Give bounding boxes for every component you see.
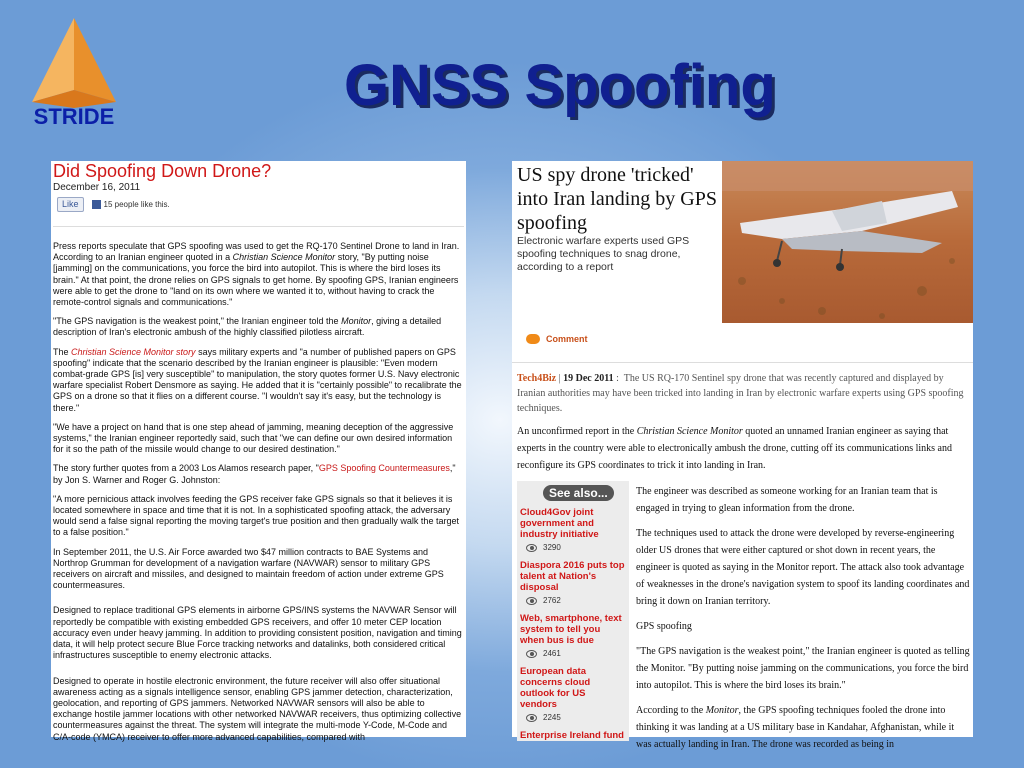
comment-label[interactable]: Comment — [546, 334, 588, 344]
like-button[interactable]: Like — [57, 197, 84, 212]
paragraph: The Christian Science Monitor story says military experts and "a number of published papers on GPS spoofing" indicate that the scenario described by the Iranian engineer is plausible: "Even modern combat-grade GPS [is] very susceptible" to manipulation, the story quotes former U.S. Navy electronic warfare specialist Robert Densmore as saying. He added that it is "certainly possible" to recalibrate the GPS on a drone so that it flies on a different course. "I wouldn't say it's easy, but the technology is there." — [53, 346, 462, 413]
view-count: 3290 — [520, 543, 625, 552]
view-count: 2461 — [520, 649, 625, 658]
monitor-story-link[interactable]: Christian Science Monitor story — [71, 346, 196, 357]
see-also-title: See also... — [543, 485, 614, 501]
source-link[interactable]: Tech4Biz — [517, 373, 557, 384]
section-heading: GPS spoofing — [636, 621, 692, 632]
like-count: 15 people like this. — [103, 199, 170, 209]
see-also-item[interactable] — [517, 560, 629, 605]
paragraph: In September 2011, the U.S. Air Force awarded two $47 million contracts to BAE Systems and Northrop Grumman for development of a navigation warfare (NAVWAR) sensor to military GPS receivers on aircraft and missiles, and designed to maintain freedom of action under extreme GPS countermeasures. — [53, 546, 444, 591]
right-article — [512, 161, 973, 750]
article-headline[interactable]: US spy drone 'tricked' into Iran landing by GPS spoofing — [517, 164, 717, 234]
see-also-item[interactable] — [517, 507, 629, 552]
divider — [512, 362, 973, 363]
see-also-link[interactable]: Diaspora 2016 puts top talent at Nation's disposal — [520, 560, 625, 593]
article-lead: Tech4Biz | 19 Dec 2011 : The US RQ-170 Sentinel spy drone that was recently captured and displayed by Iranian authorities may have been tricked into landing in Iran by electronic warfare experts using GPS spoofing techniques. — [517, 373, 964, 414]
like-bar — [53, 196, 464, 212]
divider — [53, 226, 464, 227]
facebook-icon — [92, 200, 101, 209]
paragraph: Designed to replace traditional GPS elements in airborne GPS/INS systems the NAVWAR Sensor will reportedly be compatible with existing embedded GPS receivers, and offer 10 meter CEP location accuracy even under heavy jamming. In addition to providing consistent position, navigation and timing data, it will help protect secure Blue Force tracking networks and datalinks, both considered critical infrastructures susceptible to enemy electronic attacks. — [53, 605, 462, 661]
view-count: 2245 — [520, 713, 625, 722]
comment-bubble-icon — [526, 334, 540, 344]
paragraph: The engineer was described as someone working for an Iranian team that is engaged in trying to glean information from the drone. — [636, 486, 938, 514]
article-date: 19 Dec 2011 — [563, 373, 614, 384]
article-subhead: Electronic warfare experts used GPS spoofing techniques to snag drone, according to a report — [517, 235, 690, 273]
see-also-link[interactable]: Enterprise Ireland fund — [520, 730, 624, 741]
paragraph: "The GPS navigation is the weakest point," the Iranian engineer is quoted as telling the Monitor. "By putting noise jamming on the communications, you force the bird into autopilot. This is where the bird loses its brain." — [636, 646, 970, 691]
paragraph: An unconfirmed report in the Christian Science Monitor quoted an unnamed Iranian engineer as saying that experts in the country were able to electronically ambush the drone, cutting off its communications links and reconfigure its GPS coordinates to trick it into landing in Iran. — [517, 426, 952, 471]
view-count: 2762 — [520, 596, 625, 605]
countermeasures-link[interactable]: GPS Spoofing Countermeasures — [318, 463, 450, 474]
paragraph: Designed to operate in hostile electronic environment, the future receiver will also offer situational awareness acting as a signals intelligence sensor, enabling GPS jammer detection, characterization, geolocation, and reporting of GPS jammers. Networked NAVWAR sensors will also be able to exchange hostile jammer locations with other networked NAVWAR receivers, thus optimizing collective countermeasures against the threat. The system will integrate the multi-mode Y-Code, M-Code and C/A-code (YMCA) receiver to offer more advanced capabilities, compared with — [53, 675, 462, 742]
paragraph: The story further quotes from a 2003 Los Alamos research paper, "GPS Spoofing Countermeasures," by Jon S. Warner and Roger G. Johnston: — [53, 463, 456, 485]
left-article — [51, 161, 466, 742]
paragraph: The techniques used to attack the drone were developed by reverse-engineering older US drones that were either captured or shot down in recent years, the engineer is quoted as saying in the Monitor report. The attack also took advantage of weaknesses in the drone's navigation system to spoof its landing coordinates and bring it down on Iranian territory. — [636, 528, 970, 607]
see-also-item[interactable] — [517, 613, 629, 658]
comment-link[interactable] — [520, 334, 588, 344]
eye-icon — [526, 597, 537, 605]
see-also-item[interactable] — [517, 666, 629, 722]
article-title[interactable]: Did Spoofing Down Drone? — [53, 161, 272, 181]
paragraph: "We have a project on hand that is one step ahead of jamming, meaning deception of the aggressive systems," the Iranian engineer reportedly said, such that "we can define our own desired information for it so the path of the missile would change to our desired destination." — [53, 421, 454, 455]
paragraph: "The GPS navigation is the weakest point," the Iranian engineer told the Monitor, giving a detailed description of Iran's electronic ambush of the highly classified pilotless aircraft. — [53, 316, 442, 338]
article-column — [636, 483, 971, 761]
see-also-link[interactable]: European data concerns cloud outlook for US vendors — [520, 666, 591, 710]
see-also-link[interactable]: Web, smartphone, text system to tell you when bus is due — [520, 613, 622, 646]
paragraph: According to the Monitor, the GPS spoofing techniques fooled the drone into thinking it was landing at a US military base in Kandahar, Afghanistan, while it was actually landing in Iran. The drone was recorded as being in — [636, 705, 955, 750]
see-also-item[interactable] — [517, 730, 629, 741]
paragraph: Press reports speculate that GPS spoofing was used to get the RQ-170 Sentinel Drone to land in Iran. According to an Iranian engineer quoted in a Christian Science Monitor story, "By putting noise [jamming] on the communications, you force the bird into autopilot. This is where the bird loses its brain." At that point, the drone relies on GPS signals to get home. By spoofing GPS, Iranian engineers were able to get the drone to "land on its own where we wanted it to, without having to crack the remote-control signals and communications." — [53, 241, 460, 308]
see-also-link[interactable]: Cloud4Gov joint government and industry initiative — [520, 507, 599, 540]
drone-photo-icon — [722, 161, 973, 323]
article-date: December 16, 2011 — [53, 182, 141, 193]
eye-icon — [526, 544, 537, 552]
see-also-panel — [517, 481, 629, 741]
paragraph: "A more pernicious attack involves feeding the GPS receiver fake GPS signals so that it believes it is located somewhere in space and time that it is not. In a sophisticated spoofing attack, the adversary would send a false signal reporting the moving target's true position and then gradually walk the target to a false position." — [53, 493, 459, 538]
eye-icon — [526, 714, 537, 722]
logo-text: STRIDE — [33, 104, 115, 129]
article-body — [53, 241, 464, 743]
eye-icon — [526, 650, 537, 658]
slide-title: GNSS Spoofing — [344, 53, 776, 118]
